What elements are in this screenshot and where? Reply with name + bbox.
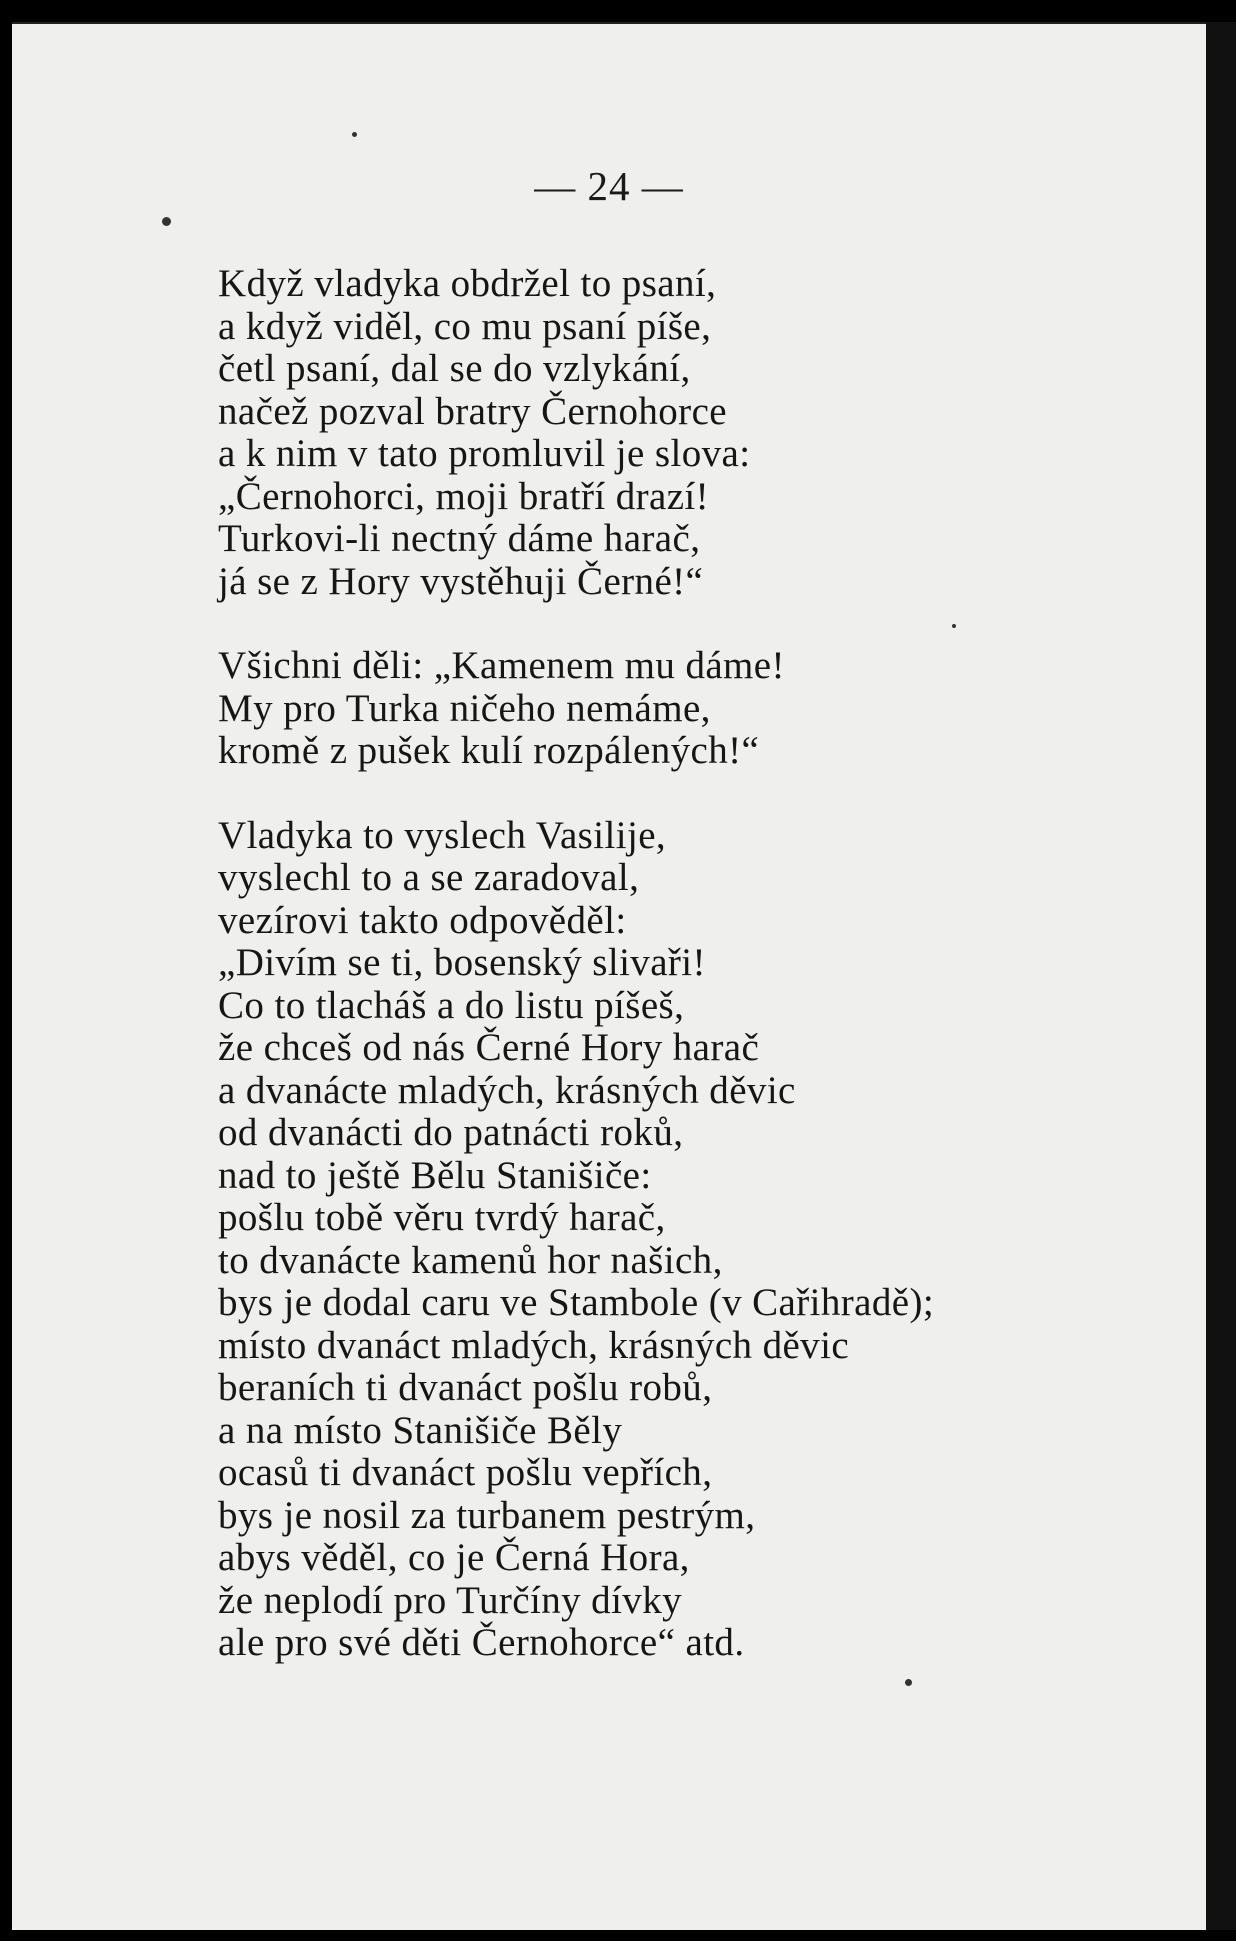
stanza [218,263,1198,603]
page-number: — 24 — [534,163,684,209]
verse-line: kromě z pušek kulí rozpálených!“ [218,729,760,772]
stanza [218,645,1198,773]
verse-line: a dvanácte mladých, krásných děvic [218,1068,796,1112]
verse-line: Vladyka to vyslech Vasilije, [218,813,667,857]
verse-line: ocasů ti dvanáct pošlu vepřích, [218,1451,713,1494]
verse-line: „Černohorci, moji bratří drazí! [218,474,710,518]
verse-line: vyslechl to a se zaradoval, [218,856,640,899]
verse-line: a k nim v tato promluvil je slova: [218,432,751,475]
verse-line: a když viděl, co mu psaní píše, [218,304,712,348]
verse-line: místo dvanáct mladých, krásných děvic [218,1323,850,1367]
verse-line: Co to tlacháš a do listu píšeš, [218,983,685,1027]
poem-text [218,263,1198,1707]
verse-line: já se z Hory vystěhuji Černé!“ [218,559,704,603]
verse-line: že chceš od nás Černé Hory harač [218,1026,760,1069]
verse-line: My pro Turka ničeho nemáme, [218,686,711,730]
verse-line: bys je nosil za turbanem pestrým, [218,1493,756,1537]
verse-line: abys věděl, co je Černá Hora, [218,1536,690,1579]
verse-line: od dvanácti do patnácti roků, [218,1111,684,1154]
verse-line: Všichni děli: „Kamenem mu dáme! [218,644,785,687]
stanza [218,815,1198,1665]
verse-line: nad to ještě Bělu Stanišiče: [218,1153,652,1197]
verse-line: četl psaní, dal se do vzlykání, [218,347,691,390]
verse-line: Turkovi-li nectný dáme harač, [218,517,701,560]
verse-line: že neplodí pro Turčíny dívky [218,1578,683,1622]
dust-speck [352,132,357,137]
verse-line: načež pozval bratry Černohorce [218,389,727,433]
verse-line: to dvanácte kamenů hor našich, [218,1238,723,1282]
verse-line: ale pro své děti Černohorce“ atd. [218,1621,745,1664]
verse-line: „Divím se ti, bosenský slivaři! [218,941,706,984]
verse-line: vezírovi takto odpověděl: [218,898,627,942]
verse-line: beraních ti dvanáct pošlu robů, [218,1366,713,1409]
dust-speck [162,217,171,226]
page-edge-shadow [1206,22,1236,1930]
verse-line: bys je dodal caru ve Stambole (v Cařihradě); [218,1281,935,1324]
verse-line: a na místo Stanišiče Běly [218,1408,623,1452]
book-page [12,22,1206,1930]
verse-line: pošlu tobě věru tvrdý harač, [218,1196,666,1239]
verse-line: Když vladyka obdržel to psaní, [218,262,717,305]
